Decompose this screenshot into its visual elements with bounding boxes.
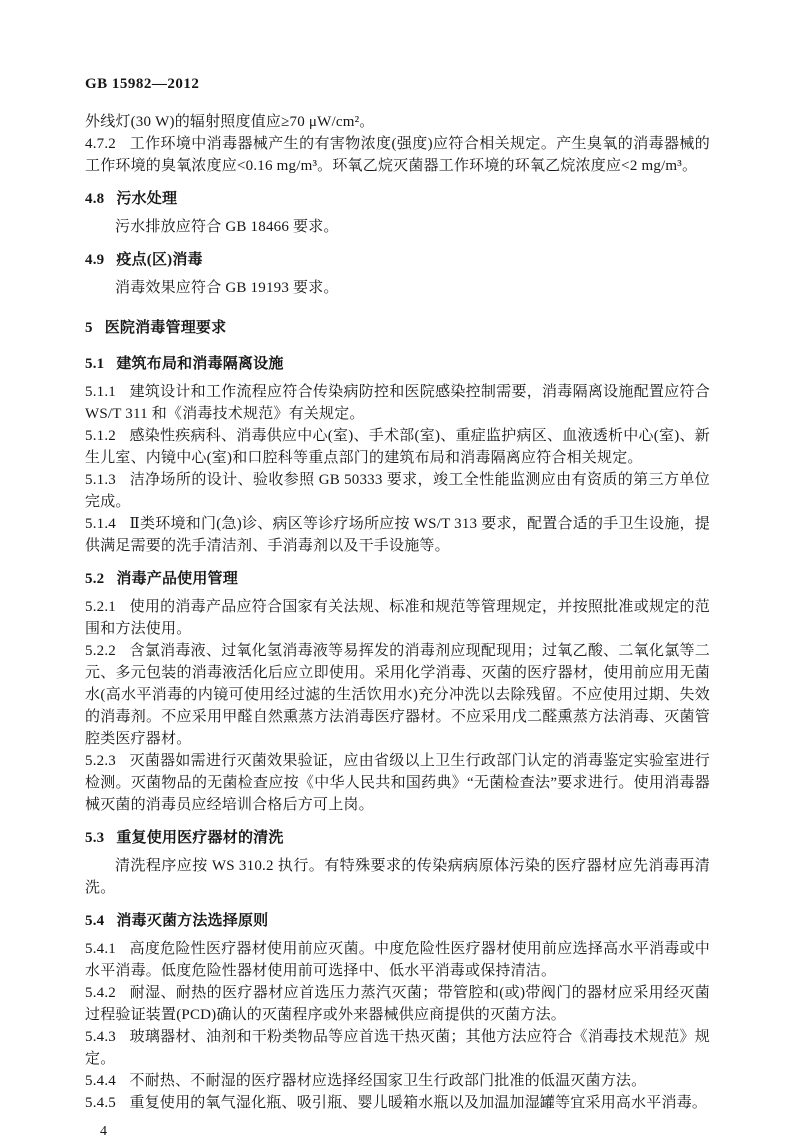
clause-number: 5.1.4	[85, 516, 116, 532]
clause-text: 使用的消毒产品应符合国家有关法规、标准和规范等管理规定，并按照批准或规定的范围和方法使用。	[85, 599, 710, 637]
clause-number: 4.7.2	[85, 136, 116, 152]
clause-number: 5.1.2	[85, 428, 116, 444]
clause-text: 建筑布局和消毒隔离设施	[116, 356, 284, 372]
clause-number: 5.4	[85, 913, 105, 929]
clause-number: 5.3	[85, 830, 105, 846]
page-number: 4	[100, 1124, 107, 1139]
clause-number: 5.4.1	[85, 941, 116, 957]
clause-5-1-2	[85, 425, 710, 469]
clause-number: 5.4.4	[85, 1073, 116, 1089]
clause-number: 4.9	[85, 252, 105, 268]
clause-number: 5.1	[85, 356, 105, 372]
clause-text: 洁净场所的设计、验收参照 GB 50333 要求，竣工全性能监测应由有资质的第三方单位完成。	[85, 472, 710, 510]
clause-5-4-2	[85, 982, 710, 1026]
clause-text: 消毒效果应符合 GB 19193 要求。	[115, 280, 339, 296]
clause-5-2-3	[85, 750, 710, 816]
clause-number: 5.2	[85, 571, 105, 587]
clause-5-4-3	[85, 1026, 710, 1070]
heading-5-1	[85, 353, 710, 375]
clause-number: 5.4.2	[85, 985, 116, 1001]
clause-text: 灭菌器如需进行灭菌效果验证，应由省级以上卫生行政部门认定的消毒鉴定实验室进行检测。灭菌物品的无菌检查应按《中华人民共和国药典》“无菌检查法”要求进行。使用消毒器械灭菌的消毒员应经培训合格后方可上岗。	[85, 753, 710, 813]
standard-number-header: GB 15982—2012	[85, 76, 200, 92]
clause-number: 5	[85, 320, 93, 336]
clause-5-1-3	[85, 469, 710, 513]
clause-number: 5.1.1	[85, 384, 116, 400]
clause-text: 重复使用的氧气湿化瓶、吸引瓶、婴儿暖箱水瓶以及加温加湿罐等宜采用高水平消毒。	[129, 1095, 708, 1111]
clause-number: 5.4.3	[85, 1029, 116, 1045]
clause-number: 5.4.5	[85, 1095, 116, 1111]
clause-text: 清洗程序应按 WS 310.2 执行。有特殊要求的传染病病原体污染的医疗器材应先消毒再清洗。	[85, 858, 710, 896]
heading-4-9	[85, 249, 710, 271]
clause-number: 5.2.1	[85, 599, 116, 615]
clause-text: 污水处理	[116, 191, 178, 207]
document-content	[85, 111, 710, 1114]
heading-5-2	[85, 568, 710, 590]
clause-text: 疫点(区)消毒	[116, 252, 203, 268]
clause-number: 5.2.3	[85, 753, 116, 769]
paragraph-5-3	[85, 855, 710, 899]
paragraph-4-8	[85, 216, 710, 238]
clause-number: 5.2.2	[85, 643, 116, 659]
clause-text: 不耐热、不耐湿的医疗器材应选择经国家卫生行政部门批准的低温灭菌方法。	[129, 1073, 647, 1089]
clause-5-1-1	[85, 381, 710, 425]
clause-text: 高度危险性医疗器材使用前应灭菌。中度危险性医疗器材使用前应选择高水平消毒或中水平消毒。低度危险性器材使用前可选择中、低水平消毒或保持清洁。	[85, 941, 710, 979]
heading-5-3	[85, 827, 710, 849]
clause-4-7-2	[85, 133, 710, 177]
clause-5-4-5	[85, 1092, 710, 1114]
clause-5-1-4	[85, 513, 710, 557]
clause-text: 含氯消毒液、过氧化氢消毒液等易挥发的消毒剂应现配现用；过氧乙酸、二氧化氯等二元、多元包装的消毒液活化后应立即使用。采用化学消毒、灭菌的医疗器材，使用前应用无菌水(高水平消毒的内镜可使用经过滤的生活饮用水)充分冲洗以去除残留。不应使用过期、失效的消毒剂。不应采用甲醛自然熏蒸方法消毒医疗器材。不应采用戊二醛熏蒸方法消毒、灭菌管腔类医疗器材。	[85, 643, 710, 747]
clause-text: 外线灯(30 W)的辐射照度值应≥70 μW/cm²。	[85, 114, 375, 130]
clause-text: 建筑设计和工作流程应符合传染病防控和医院感染控制需要，消毒隔离设施配置应符合 WS/T 311 和《消毒技术规范》有关规定。	[85, 384, 710, 422]
clause-text: 消毒灭菌方法选择原则	[116, 913, 269, 929]
clause-5-4-1	[85, 938, 710, 982]
clause-text: 重复使用医疗器材的清洗	[116, 830, 284, 846]
clause-text: 医院消毒管理要求	[104, 320, 227, 336]
clause-text: 消毒产品使用管理	[116, 571, 238, 587]
clause-5-4-4	[85, 1070, 710, 1092]
heading-4-8	[85, 188, 710, 210]
clause-5-2-2	[85, 640, 710, 750]
clause-text: 工作环境中消毒器械产生的有害物浓度(强度)应符合相关规定。产生臭氧的消毒器械的工作环境的臭氧浓度应<0.16 mg/m³。环氧乙烷灭菌器工作环境的环氧乙烷浓度应<2 mg/m³。	[85, 136, 710, 174]
clause-number: 4.8	[85, 191, 105, 207]
heading-5-4	[85, 910, 710, 932]
paragraph-continuation-4-7-1	[85, 111, 710, 133]
paragraph-4-9	[85, 277, 710, 299]
clause-text: 污水排放应符合 GB 18466 要求。	[115, 219, 339, 235]
clause-text: Ⅱ类环境和门(急)诊、病区等诊疗场所应按 WS/T 313 要求，配置合适的手卫生设施，提供满足需要的洗手清洁剂、手消毒剂以及干手设施等。	[85, 516, 710, 554]
clause-text: 耐湿、耐热的医疗器材应首选压力蒸汽灭菌；带管腔和(或)带阀门的器材应采用经灭菌过程验证装置(PCD)确认的灭菌程序或外来器械供应商提供的灭菌方法。	[85, 985, 710, 1023]
clause-number: 5.1.3	[85, 472, 116, 488]
clause-text: 感染性疾病科、消毒供应中心(室)、手术部(室)、重症监护病区、血液透析中心(室)、新生儿室、内镜中心(室)和口腔科等重点部门的建筑布局和消毒隔离应符合相关规定。	[85, 428, 710, 466]
clause-5-2-1	[85, 596, 710, 640]
heading-5	[85, 317, 710, 339]
clause-text: 玻璃器材、油剂和干粉类物品等应首选干热灭菌；其他方法应符合《消毒技术规范》规定。	[85, 1029, 710, 1067]
